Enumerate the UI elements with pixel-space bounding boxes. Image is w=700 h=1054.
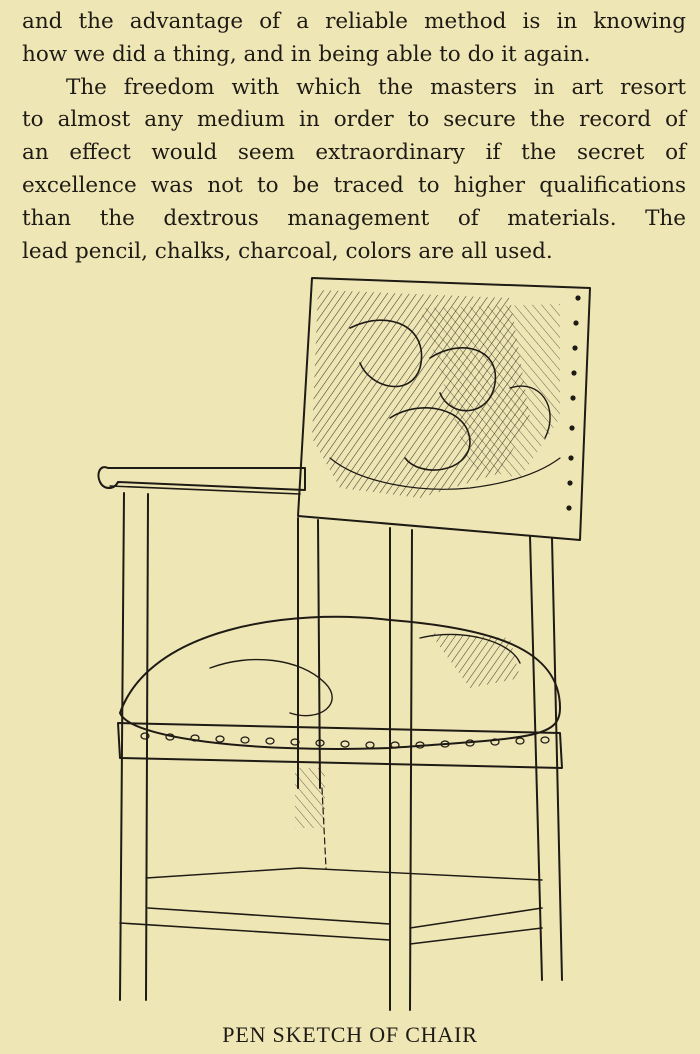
- chair-seat: [118, 617, 562, 828]
- body-text: [22, 6, 686, 268]
- text-line: excellence was not to be traced to higher qualifications: [22, 172, 686, 198]
- text-line: to almost any medium in order to secure the record of: [22, 107, 686, 133]
- text-line: lead pencil, chalks, charcoal, colors are all used.: [22, 238, 553, 264]
- text-line: an effect would seem extraordinary if the secret of: [22, 140, 686, 166]
- text-line: and the advantage of a reliable method is in knowing: [22, 9, 686, 34]
- chair-sketch-illustration: [90, 268, 630, 1018]
- text-line: than the dextrous management of materials. The: [22, 205, 686, 231]
- text-line: The freedom with which the masters in art resort: [66, 74, 686, 100]
- chair-frame: [120, 493, 562, 1010]
- figure-caption: PEN SKETCH OF CHAIR: [222, 1022, 478, 1047]
- chair-back: [298, 278, 590, 540]
- chair-left-arm: [98, 467, 305, 494]
- text-line: how we did a thing, and in being able to do it again.: [22, 41, 591, 67]
- chair-sketch-figure: [90, 268, 630, 1018]
